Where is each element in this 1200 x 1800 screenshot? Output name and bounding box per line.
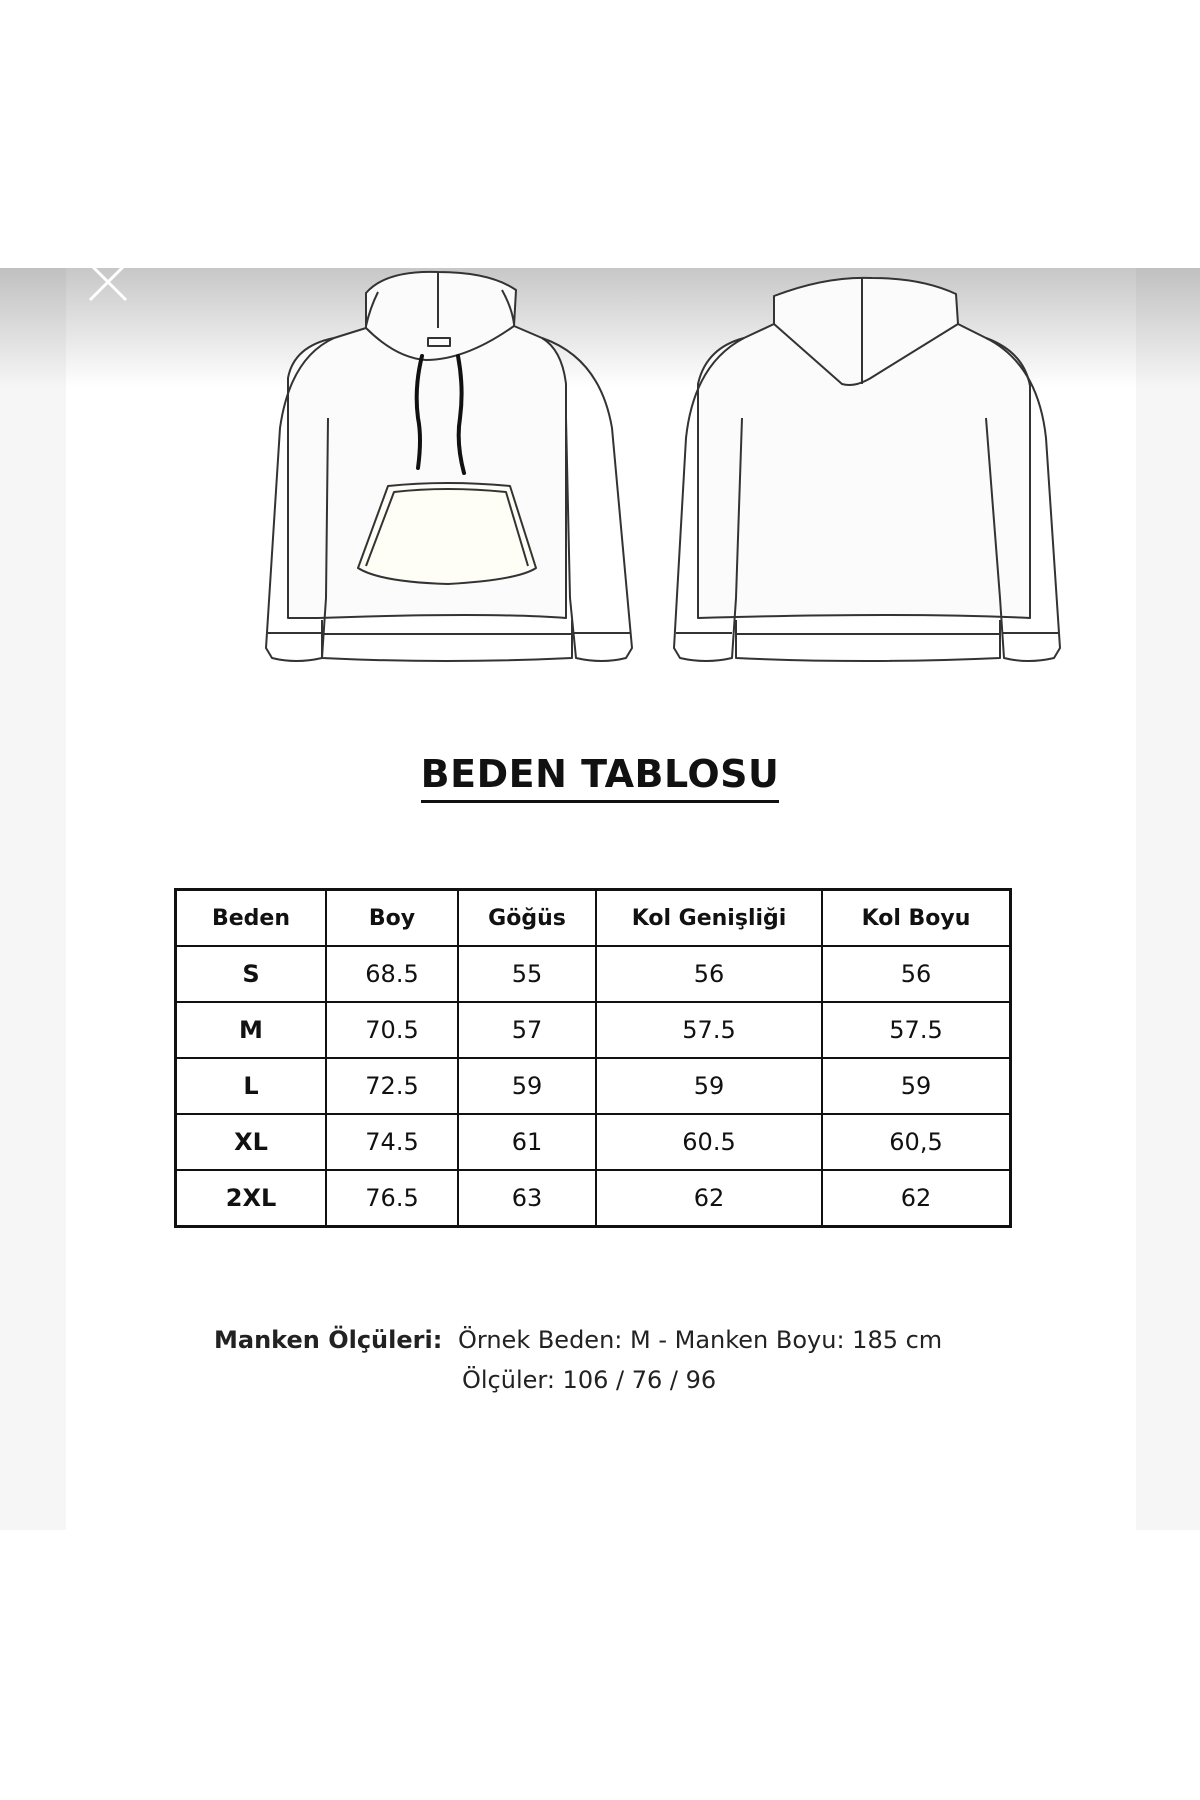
model-info-line-1 — [214, 1320, 942, 1360]
kol-genisligi-cell: 56 — [596, 946, 822, 1002]
gogus-cell: 61 — [458, 1114, 596, 1170]
header-gogus: Göğüs — [458, 890, 596, 947]
kol-genisligi-cell: 60.5 — [596, 1114, 822, 1170]
gogus-cell: 55 — [458, 946, 596, 1002]
kol-genisligi-cell: 59 — [596, 1058, 822, 1114]
gogus-cell: 63 — [458, 1170, 596, 1227]
table-row — [176, 1002, 1011, 1058]
table-row — [176, 946, 1011, 1002]
size-chart-title: BEDEN TABLOSU — [0, 752, 1200, 796]
hoodie-sketch — [66, 268, 1136, 688]
kol-boyu-cell: 56 — [822, 946, 1011, 1002]
table-header-row — [176, 890, 1011, 947]
header-boy: Boy — [326, 890, 458, 947]
model-info-sample: Örnek Beden: M - Manken Boyu: 185 cm — [458, 1326, 943, 1354]
size-cell: XL — [176, 1114, 327, 1170]
boy-cell: 76.5 — [326, 1170, 458, 1227]
kol-boyu-cell: 59 — [822, 1058, 1011, 1114]
kol-boyu-cell: 62 — [822, 1170, 1011, 1227]
size-cell: L — [176, 1058, 327, 1114]
header-kol-genisligi: Kol Genişliği — [596, 890, 822, 947]
header-kol-boyu: Kol Boyu — [822, 890, 1011, 947]
size-cell: S — [176, 946, 327, 1002]
model-info-label: Manken Ölçüleri: — [214, 1326, 443, 1354]
table-row — [176, 1114, 1011, 1170]
model-measurements — [214, 1320, 942, 1400]
table-row — [176, 1058, 1011, 1114]
gogus-cell: 59 — [458, 1058, 596, 1114]
size-cell: M — [176, 1002, 327, 1058]
boy-cell: 68.5 — [326, 946, 458, 1002]
gogus-cell: 57 — [458, 1002, 596, 1058]
size-chart-table — [174, 888, 1012, 1228]
model-info-line-2: Ölçüler: 106 / 76 / 96 — [462, 1366, 717, 1394]
kol-genisligi-cell: 62 — [596, 1170, 822, 1227]
hoodie-back-icon — [674, 278, 1060, 661]
boy-cell: 74.5 — [326, 1114, 458, 1170]
hoodie-front-icon — [266, 272, 632, 661]
size-cell: 2XL — [176, 1170, 327, 1227]
table-row — [176, 1170, 1011, 1227]
boy-cell: 72.5 — [326, 1058, 458, 1114]
header-beden: Beden — [176, 890, 327, 947]
kol-genisligi-cell: 57.5 — [596, 1002, 822, 1058]
boy-cell: 70.5 — [326, 1002, 458, 1058]
kol-boyu-cell: 57.5 — [822, 1002, 1011, 1058]
kol-boyu-cell: 60,5 — [822, 1114, 1011, 1170]
